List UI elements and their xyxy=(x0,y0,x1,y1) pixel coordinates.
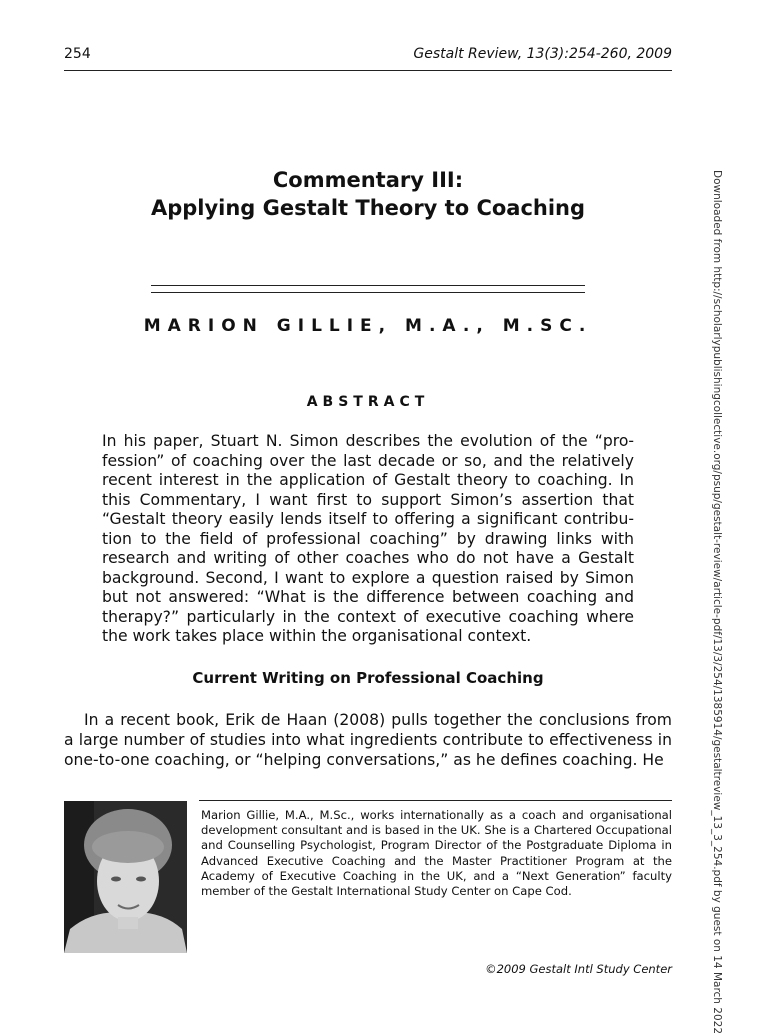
title-rule-bottom xyxy=(151,292,585,293)
footnote-rule xyxy=(199,800,672,801)
page-number: 254 xyxy=(64,46,91,62)
running-header xyxy=(64,40,672,71)
author-byline: MARION GILLIE, M.A., M.SC. xyxy=(143,316,593,336)
section-heading: Current Writing on Professional Coaching xyxy=(192,669,544,687)
title-line-1: Commentary III: xyxy=(272,168,464,192)
download-watermark: Downloaded from http://scholarlypublishingcollective.org/psup/gestalt-review/article-pdf/13/3/254/1385914/gestaltreview_13_3_254.pdf by guest on 14 March 2022 xyxy=(711,170,723,1034)
abstract-text: In his paper, Stuart N. Simon describes the evolution of the “profession” of coaching over the last decade or so, and the relatively recent interest in the application of Gestalt theory to coaching. In this Commentary, I want first to support Simon’s assertion that “Gestalt theory easily lends itself to offering a significant contribution to the field of professional coaching” by drawing links with research and writing of other coaches who do not have a Gestalt background. Second, I want to explore a question raised by Simon but not answered: “What is the difference between coaching and therapy?” particularly in the context of executive coaching where the work takes place within the organisational context. xyxy=(102,432,634,645)
article-title xyxy=(64,166,672,222)
copyright-notice: ©2009 Gestalt Intl Study Center xyxy=(485,962,672,976)
body-paragraph: In a recent book, Erik de Haan (2008) pulls together the conclusions from a large number of studies into what ingredients contribute to effectiveness in one-to-one coaching, or “helping conversations,” as he defines coaching. He xyxy=(64,711,672,769)
title-rule-top xyxy=(151,285,585,286)
title-line-2: Applying Gestalt Theory to Coaching xyxy=(150,196,586,220)
journal-reference: Gestalt Review, 13(3):254-260, 2009 xyxy=(413,46,672,62)
abstract-heading: ABSTRACT xyxy=(306,394,430,410)
author-bio: Marion Gillie, M.A., M.Sc., works internationally as a coach and organisational development consultant and is based in the UK. She is a Chartered Occupational and Counselling Psychologist, Program Director of the Postgraduate Diploma in Advanced Executive Coaching and the Master Practitioner Program at the Academy of Executive Coaching in the UK, and a “Next Generation” faculty member of the Gestalt International Study Center on Cape Cod. xyxy=(201,808,672,899)
author-photo xyxy=(64,801,187,953)
